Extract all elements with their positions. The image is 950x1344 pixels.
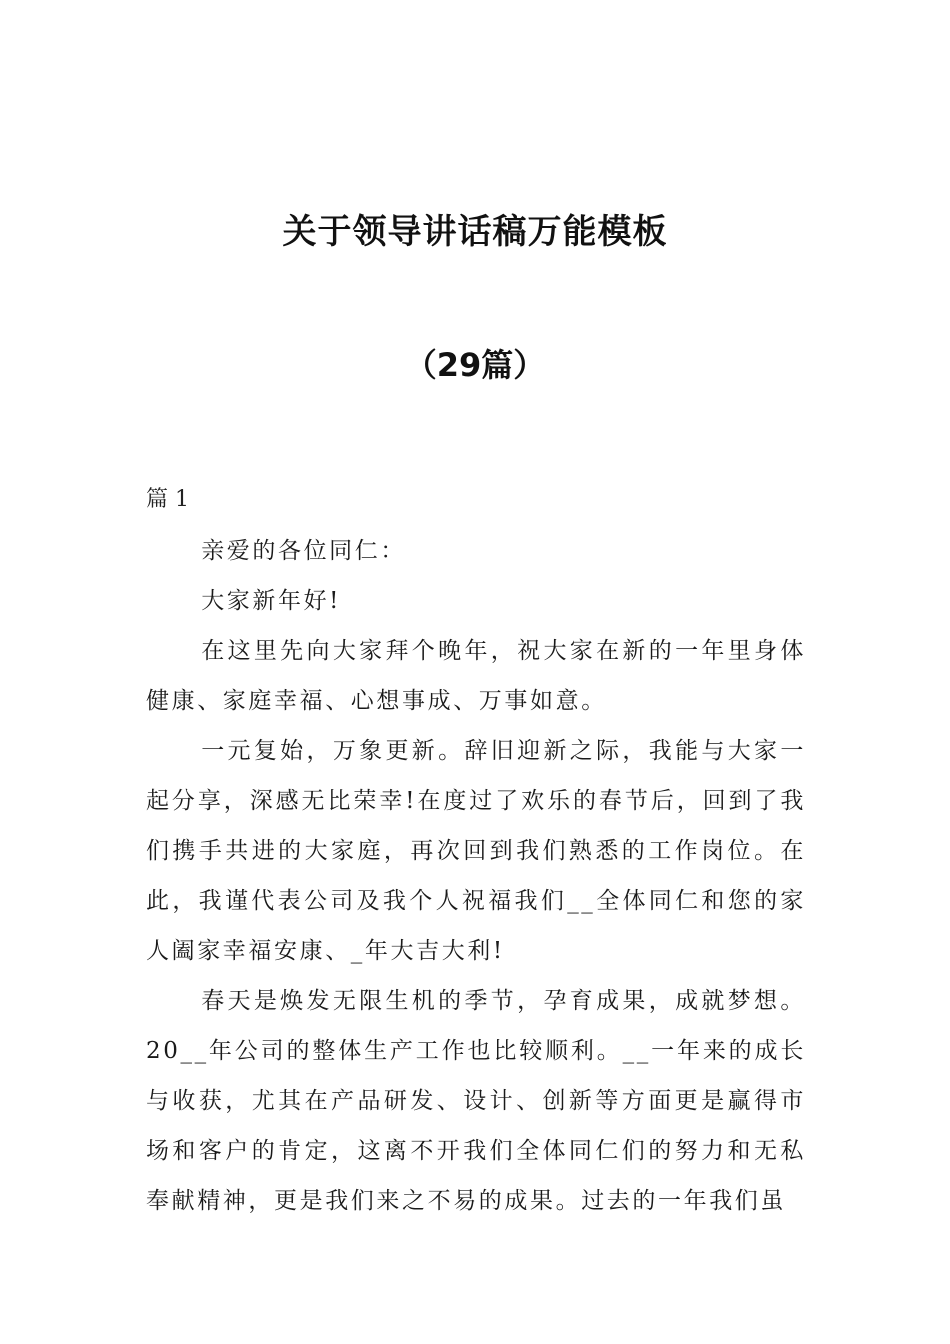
paragraph-salutation: 亲爱的各位同仁： [201, 538, 406, 564]
document-title: 关于领导讲话稿万能模板 [282, 212, 668, 252]
body-text [146, 526, 806, 1226]
chapter-label: 篇 1 [146, 487, 189, 512]
paragraph-spring-review: 春天是焕发无限生机的季节，孕育成果，成就梦想。20__年公司的整体生产工作也比较顺利。__一年来的成长与收获，尤其在产品研发、设计、创新等方面更是赢得市场和客户的肯定，这离不开我们全体同仁们的努力和无私奉献精神，更是我们来之不易的成果。过去的一年我们虽 [146, 988, 806, 1214]
document-subtitle: （29篇） [404, 346, 546, 384]
paragraph-greeting: 大家新年好! [201, 588, 342, 614]
paragraph-new-beginning: 一元复始，万象更新。辞旧迎新之际，我能与大家一起分享，深感无比荣幸!在度过了欢乐的春节后，回到了我们携手共进的大家庭，再次回到我们熟悉的工作岗位。在此，我谨代表公司及我个人祝福我们__全体同仁和您的家人阖家幸福安康、_年大吉大利! [146, 738, 806, 964]
paragraph-new-year-wishes: 在这里先向大家拜个晚年，祝大家在新的一年里身体健康、家庭幸福、心想事成、万事如意。 [146, 638, 806, 714]
